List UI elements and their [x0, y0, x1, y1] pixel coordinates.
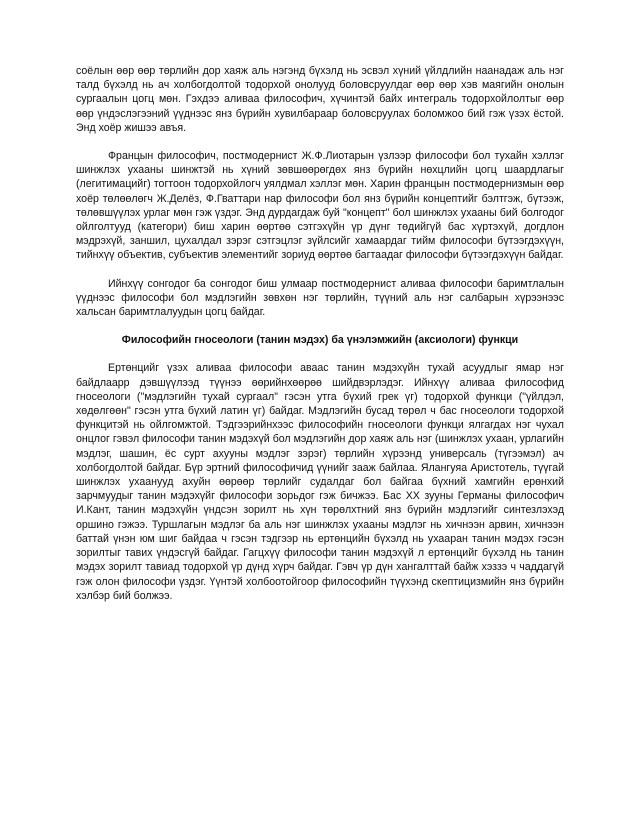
- document-page: [76, 64, 564, 603]
- paragraph-gap: [76, 347, 564, 361]
- section-heading: Философийн гносеологи (танин мэдэх) ба үнэлэмжийн (аксиологи) функци: [121, 334, 519, 347]
- paragraph-gap: [76, 263, 564, 277]
- paragraph-2: Францын философич, постмодернист Ж.Ф.Лиотарын үзлээр философи бол тухайн хэллэг шинжлэх ухааны шинжтэй нь хүний зөвшөөрөгдөх янз бүрийн нөхцлийн цогц шаардлагыг (легитимацийг) тогтоон тодорхойлогч уялдмал хэллэг мөн. Харин францын постмодернизмын өөр хоёр төлөөлөгч Ж.Делёз, Ф.Гваттари нар философи бол янз бүрийн концептийг бэлтгэж, бүтээж, төлөвшүүлэх урлаг мөн гэж үздэг. Энд дурдагдаж буй "концепт" бол шинжлэх ухааны бий болгодог ойлголтууд (категори) биш харин өөртөө сэтгэхүйн үр дүнг төдийгүй бас хүртэхүй, догдлон мэдрэхүй, заншил, цухалдал зэрэг сэтгэцлэг зүйлсийг хамаардаг тийм философи бүтээгдэхүүн, тийнхүү объектив, субъектив элементийг зориуд өөртөө багтаадаг философи бүтээгдэхүүн байдаг.: [76, 150, 564, 262]
- paragraph-gap: [76, 319, 564, 333]
- paragraph-1: соёлын өөр өөр төрлийн дор хаяж аль нэгэнд бүхэлд нь эсвэл хүний үйлдлийн наанадаж аль нэг талд бүхэлд нь ач холбогдолтой тодорхой онолууд боловсруулдаг өөр өөр хэв маягийн онолын сургаалын цогц мөн. Гэхдээ аливаа философич, хүчинтэй байх интеграль тодорхойлолтыг өөр өөр үндэслэгээний үүднээс янз бүрийн хувилбараар боловсруулах боломжоо бий гэж үзэх ёстой. Энд хоёр жишээ авъя.: [76, 65, 564, 134]
- paragraph-3: Ийнхүү сонгодог ба сонгодог биш улмаар постмодернист аливаа философи баримтлалын үүднээс философи бол мэдлэгийн зөвхөн нэг төрлийн, түүний аль нэг салбарын хүрээнээс хальсан баримтлалуудын цогц байдаг.: [76, 277, 564, 319]
- paragraph-4: Ертөнцийг үзэх аливаа философи аваас танин мэдэхүйн тухай асуудлыг ямар нэг байдлаарр дэвшүүлээд түүнээ өөрийнхөөрөө шийдвэрлэдэг. Ийнхүү аливаа философид гносеологи ("мэдлэгийн тухай сургаал" гэсэн утга бүхий грек үг) тодорхой функци ("үйлдэл, хөдөлгөөн" гэсэн утга бүхий латин үг) байдаг. Мэдлэгийн бусад төрөл ч бас гносеологи тодорхой функцитэй нь ойлгомжтой. Тэдгээрийнхээс философийн гносеологи функци ялгагдах нэг чухал онцлог гэвэл философи танин мэдэхүй бол мэдлэгийн дор хаяж аль нэг (шинжлэх ухаан, урлагийн мэдлэг, шашин, ёс сурт ахууны мэдлэг зэрэг) төрлийн хүрээнд универсаль (түгээмэл) ач холбогдолтой байдаг. Бүр эртний философичид үүнийг зааж байлаа. Ялангуяа Аристотель, түүгай шинжлэх ухаанууд ахуйн өөрөөр төрлийг судалдаг бол байгаа бүхний хамгийн ерөнхий зарчмуудыг танин мэдэхүйг философи зорьдог гэж бичжээ. Бас XX зууны Германы философич И.Кант, танин мэдэхүйн үндсэн зорилт нь хүн төрөлхтний янз бүрийн мэдлэгийг синтезлэхэд оршино гэжээ. Туршлагын мэдлэг ба аль нэг шинжлэх ухааны мэдлэг нь хичнээн арвин, хичнээн баттай үнэн юм шиг байдаа ч гэсэн тэдгээр нь ертөнцийн бүхэлд нь ухааран танин мэдэх гэсэн зорилтыг тавих үндэсгүй байдаг. Гагцхүү философи танин мэдэхүй л ертөнцийг бүхэлд нь танин мэдэх зорилт тавиад тодорхой үр дүнд хүрч байдаг. Гэвч үр дүн хангалттай байж хэззэ ч чаддагүй гэж олон философи үздэг. Үүнтэй холбоотойгоор философийн түүхэнд скептицизмийн янз бүрийн хэлбэр бий болжээ.: [76, 362, 564, 602]
- paragraph-gap: [76, 135, 564, 149]
